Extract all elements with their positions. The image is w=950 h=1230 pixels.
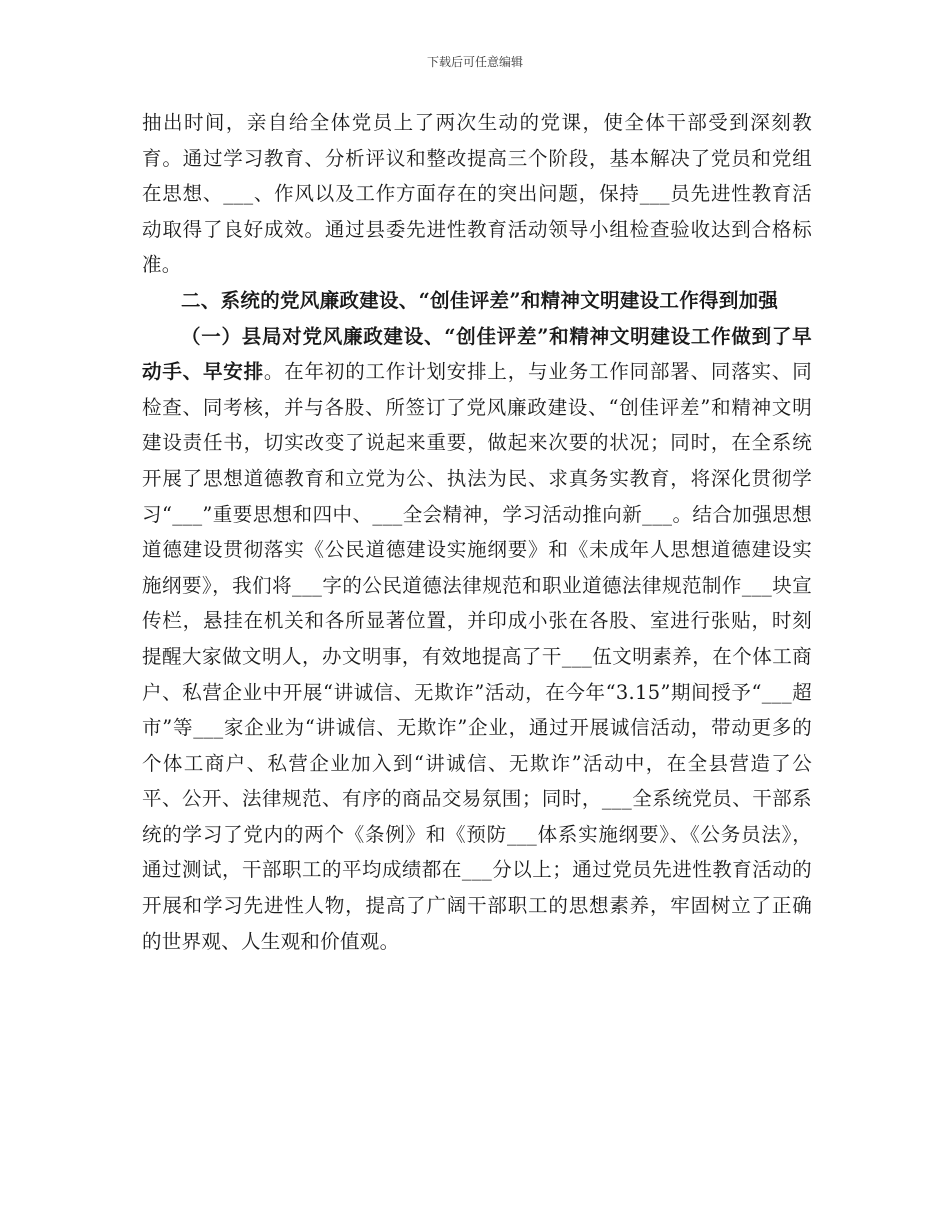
- header-note: 下载后可任意编辑: [426, 55, 523, 69]
- subsection-heading: （一）县局对党风廉政建设、“创佳评差”和精神文明建设工作做到了早动手、早安排: [142, 324, 812, 384]
- document-body: [142, 105, 812, 959]
- section-heading: 二、系统的党风廉政建设、“创佳评差”和精神文明建设工作得到加强: [181, 288, 779, 312]
- subsection-paragraph: [142, 319, 812, 960]
- paragraph-continuation: 抽出时间，亲自给全体党员上了两次生动的党课，使全体干部受到深刻教育。通过学习教育、分析评议和整改提高三个阶段，基本解决了党员和党组在思想、___、作风以及工作方面存在的突出问题，保持___员先进性教育活动取得了良好成效。通过县委先进性教育活动领导小组检查验收达到合格标准。: [142, 111, 812, 277]
- subsection-body: 。在年初的工作计划安排上，与业务工作同部署、同落实、同检查、同考核，并与各股、所签订了党风廉政建设、“创佳评差”和精神文明建设责任书，切实改变了说起来重要，做起来次要的状况；同时，在全系统开展了思想道德教育和立党为公、执法为民、求真务实教育，将深化贯彻学习“___”重要思想和四中、___全会精神，学习活动推向新___。结合加强思想道德建设贯彻落实《公民道德建设实施纲要》和《未成年人思想道德建设实施纲要》，我们将___字的公民道德法律规范和职业道德法律规范制作___块宣传栏，悬挂在机关和各所显著位置，并印成小张在各股、室进行张贴，时刻提醒大家做文明人，办文明事，有效地提高了干___伍文明素养，在个体工商户、私营企业中开展“讲诚信、无欺诈”活动，在今年“3.15”期间授予“___超市”等___家企业为“讲诚信、无欺诈”企业，通过开展诚信活动，带动更多的个体工商户、私营企业加入到“讲诚信、无欺诈”活动中，在全县营造了公平、公开、法律规范、有序的商品交易氛围；同时，___全系统党员、干部系统的学习了党内的两个《条例》和《预防___体系实施纲要》、《公务员法》，通过测试，干部职工的平均成绩都在___分以上；通过党员先进性教育活动的开展和学习先进性人物，提高了广阔干部职工的思想素养，牢固树立了正确的世界观、人生观和价值观。: [142, 360, 812, 953]
